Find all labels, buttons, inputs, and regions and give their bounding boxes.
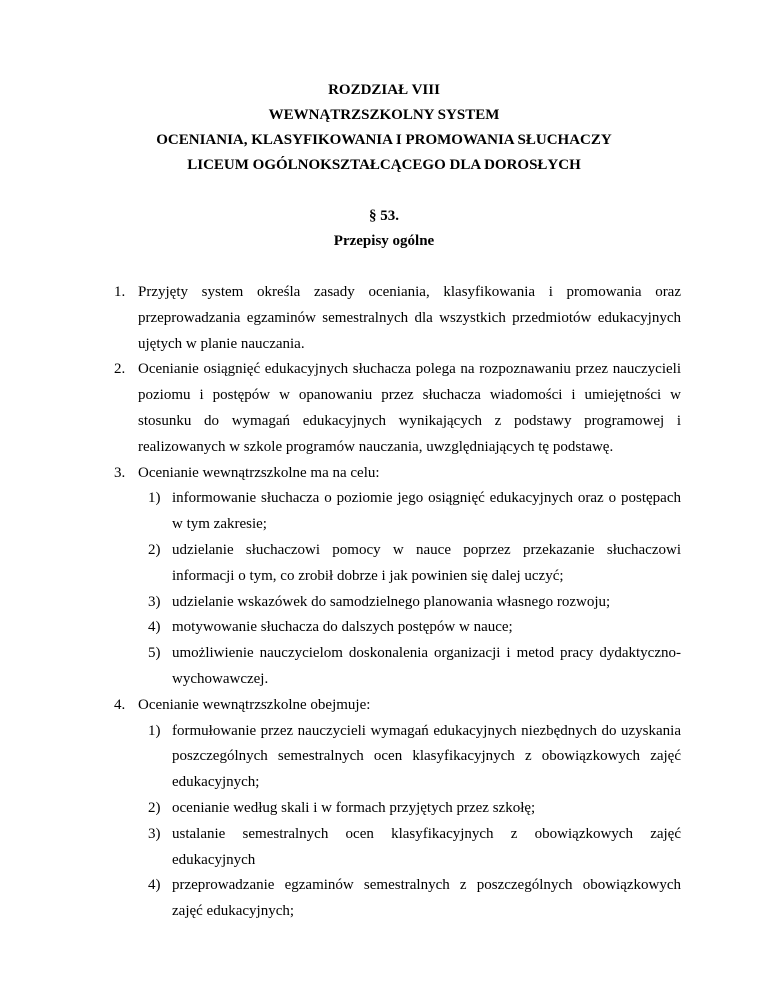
sub-list-item	[114, 873, 681, 925]
chapter-number: ROZDZIAŁ VIII	[328, 82, 440, 98]
list-item	[114, 280, 681, 357]
sub-item-number: 4)	[148, 877, 161, 894]
chapter-title-line-1: WEWNĄTRZSZKOLNY SYSTEM	[268, 107, 500, 123]
item-text: Ocenianie wewnątrzszkolne obejmuje:	[138, 696, 371, 713]
sub-item-number: 5)	[148, 645, 161, 662]
item-text: Przyjęty system określa zasady oceniania, klasyfikowania i promowania oraz przeprowadzania egzaminów semestralnych dla wszystkich przedmiotów edukacyjnych ujętych w planie nauczania.	[138, 284, 681, 352]
sub-list-item	[114, 590, 681, 616]
chapter-title-line-2: OCENIANIA, KLASYFIKOWANIA I PROMOWANIA SŁUCHACZY	[156, 132, 612, 148]
sub-item-number: 3)	[148, 825, 161, 842]
sub-item-text: informowanie słuchacza o poziomie jego osiągnięć edukacyjnych oraz o postępach w tym zakresie;	[172, 490, 681, 533]
sub-list-item	[114, 796, 681, 822]
sub-list-item	[114, 641, 681, 693]
sub-list-item	[114, 538, 681, 590]
section-title: Przepisy ogólne	[333, 233, 435, 249]
item-number: 4.	[114, 696, 126, 713]
document-body	[114, 280, 681, 925]
item-number: 3.	[114, 464, 126, 481]
item-text: Ocenianie wewnątrzszkolne ma na celu:	[138, 464, 380, 481]
list-item	[114, 461, 681, 487]
section-header	[0, 204, 768, 254]
sub-item-text: przeprowadzanie egzaminów semestralnych z poszczególnych obowiązkowych zajęć edukacyjnych;	[172, 877, 681, 920]
sub-list-item	[114, 615, 681, 641]
sub-item-text: ocenianie według skali i w formach przyjętych przez szkołę;	[172, 799, 536, 816]
sub-item-number: 3)	[148, 593, 161, 610]
sub-item-text: umożliwienie nauczycielom doskonalenia organizacji i metod pracy dydaktyczno-wychowawczej.	[172, 645, 681, 687]
item-text: Ocenianie osiągnięć edukacyjnych słuchacza polega na rozpoznawaniu przez nauczycieli poziomu i postępów w opanowaniu przez słuchacza wiadomości i umiejętności w stosunku do wymagań edukacyjnych wynikających z podstawy programowej i realizowanych w szkole programów nauczania, uwzględniających tę podstawę.	[138, 361, 681, 455]
sub-item-text: udzielanie słuchaczowi pomocy w nauce poprzez przekazanie słuchaczowi informacji o tym, co zrobił dobrze i jak powinien się dalej uczyć;	[172, 541, 681, 584]
sub-item-number: 2)	[148, 541, 161, 558]
sub-item-text: ustalanie semestralnych ocen klasyfikacyjnych z obowiązkowych zajęć edukacyjnych	[172, 825, 681, 868]
sub-item-text: udzielanie wskazówek do samodzielnego planowania własnego rozwoju;	[172, 593, 611, 610]
chapter-title-line-3: LICEUM OGÓLNOKSZTAŁCĄCEGO DLA DOROSŁYCH	[187, 157, 581, 173]
sub-list-item	[114, 822, 681, 874]
sub-item-number: 1)	[148, 490, 161, 507]
sub-list-item	[114, 486, 681, 538]
list-item	[114, 693, 681, 719]
item-number: 1.	[114, 284, 126, 300]
section-number: § 53.	[369, 208, 399, 224]
sub-item-text: formułowanie przez nauczycieli wymagań edukacyjnych niezbędnych do uzyskania poszczególnych semestralnych ocen klasyfikacyjnych z obowiązkowych zajęć edukacyjnych;	[172, 722, 681, 791]
sub-item-text: motywowanie słuchacza do dalszych postępów w nauce;	[172, 619, 513, 636]
chapter-header	[0, 78, 768, 178]
sub-item-number: 4)	[148, 619, 161, 636]
sub-list-item	[114, 719, 681, 796]
list-item	[114, 357, 681, 460]
item-number: 2.	[114, 361, 126, 378]
sub-item-number: 1)	[148, 722, 161, 739]
sub-item-number: 2)	[148, 799, 161, 816]
